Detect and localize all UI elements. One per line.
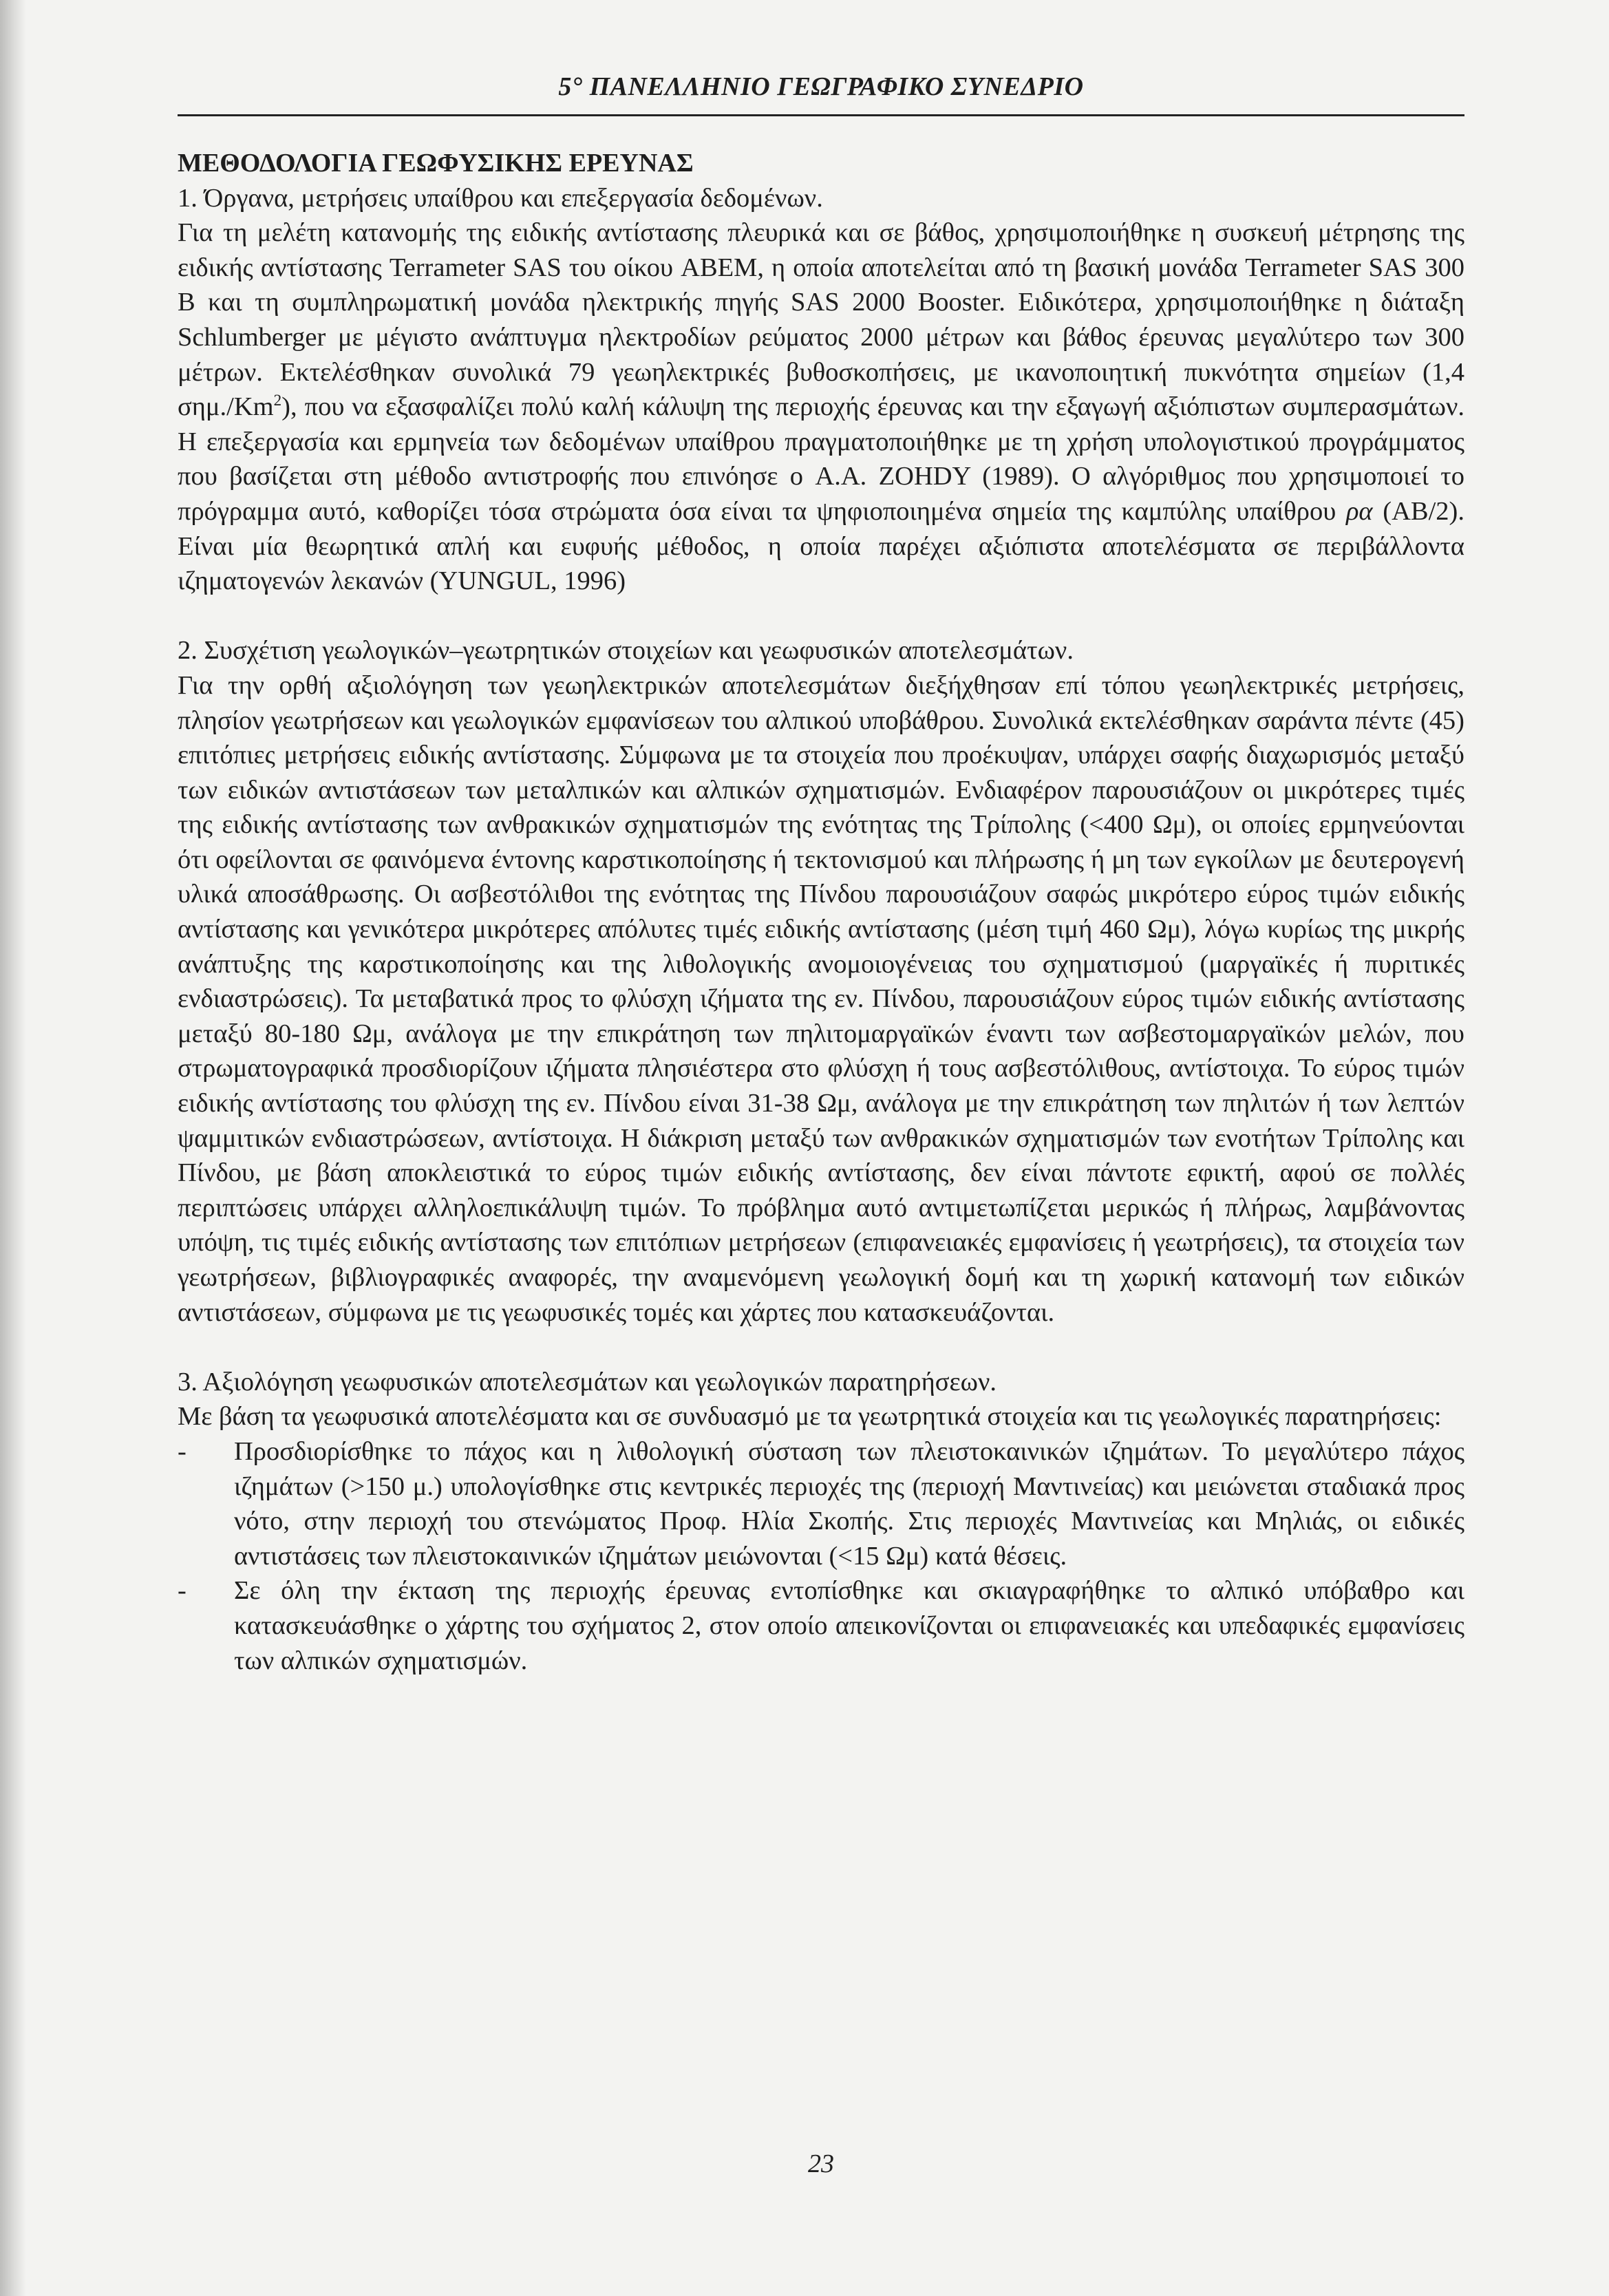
list-item xyxy=(178,1573,1464,1678)
body-text xyxy=(178,146,1464,1678)
bullet-dash: - xyxy=(178,1576,187,1606)
section-title: ΜΕΘΟΔΟΛΟΓΙΑ ΓΕΩΦΥΣΙΚΗΣ ΕΡΕΥΝΑΣ xyxy=(178,149,694,178)
subsection-3-intro: Με βάση τα γεωφυσικά αποτελέσματα και σε συνδυασμό με τα γεωτρητικά στοιχεία και τις γεωλογικές παρατηρήσεις: xyxy=(178,1402,1442,1432)
rho-a-symbol: ρα xyxy=(1345,496,1373,526)
page-number: 23 xyxy=(808,2149,834,2178)
bullet-dash: - xyxy=(178,1436,187,1466)
subsection-3-heading: 3. Αξιολόγηση γεωφυσικών αποτελεσμάτων και γεωλογικών παρατηρήσεων. xyxy=(178,1367,997,1396)
superscript: 2 xyxy=(273,391,282,410)
paragraph-gap xyxy=(178,599,1464,634)
header-rule xyxy=(178,114,1464,116)
findings-list xyxy=(178,1434,1464,1678)
paragraph-gap xyxy=(178,1330,1464,1365)
running-header: 5° ΠΑΝΕΛΛΗΝΙΟ ΓΕΩΓΡΑΦΙΚΟ ΣΥΝΕΔΡΙΟ xyxy=(558,72,1084,101)
subsection-2-paragraph: Για την ορθή αξιολόγηση των γεωηλεκτρικών αποτελεσμάτων διεξήχθησαν επί τόπου γεωηλεκτρικές μετρήσεις, πλησίον γεωτρήσεων και γεωλογικών εμφανίσεων του αλπικού υποβάθρου. Συνολικά εκτελέσθηκαν σαράντα πέντε (45) επιτόπιες μετρήσεις ειδικής αντίστασης. Σύμφωνα με τα στοιχεία που προέκυψαν, υπάρχει σαφής διαχωρισμός μεταξύ των ειδικών αντιστάσεων των μεταλπικών και αλπικών σχηματισμών. Ενδιαφέρον παρουσιάζουν οι μικρότερες τιμές της ειδικής αντίστασης των ανθρακικών σχηματισμών της ενότητας της Τρίπολης (<400 Ωμ), οι οποίες ερμηνεύονται ότι οφείλονται σε φαινόμενα έντονης καρστικοποίησης ή τεκτονισμού και πλήρωσης ή μη των εγκοίλων με δευτερογενή υλικά αποσάθρωσης. Οι ασβεστόλιθοι της ενότητας της Πίνδου παρουσιάζουν σαφώς μικρότερο εύρος τιμών ειδικής αντίστασης και γενικότερα μικρότερες απόλυτες τιμές ειδικής αντίστασης (μέση τιμή 460 Ωμ), λόγω κυρίως της μικρής ανάπτυξης της καρστικοποίησης και της λιθολογικής ανομοιογένειας του σχηματισμού (μαργαϊκές ή πυριτικές ενδιαστρώσεις). Τα μεταβατικά προς το φλύσχη ιζήματα της εν. Πίνδου, παρουσιάζουν εύρος τιμών ειδικής αντίστασης μεταξύ 80-180 Ωμ, ανάλογα με την επικράτηση των πηλιτομαργαϊκών έναντι των ασβεστομαργαϊκών μελών, που στρωματογραφικά προσδιορίζουν ιζήματα πλησιέστερα στο φλύσχη ή τους ασβεστόλιθους, αντίστοιχα. Το εύρος τιμών ειδικής αντίστασης του φλύσχη της εν. Πίνδου είναι 31-38 Ωμ, ανάλογα με την επικράτηση των πηλιτών ή των λεπτών ψαμμιτικών ενδιαστρώσεων, αντίστοιχα. Η διάκριση μεταξύ των ανθρακικών σχηματισμών των ενοτήτων Τρίπολης και Πίνδου, με βάση αποκλειστικά το εύρος τιμών ειδικής αντίστασης, δεν είναι πάντοτε εφικτή, αφού σε πολλές περιπτώσεις υπάρχει αλληλοεπικάλυψη τιμών. Το πρόβλημα αυτό αντιμετωπίζεται μερικώς ή πλήρως, λαμβάνοντας υπόψη, τις τιμές ειδικής αντίστασης των επιτόπιων μετρήσεων (επιφανειακές εμφανίσεις ή γεωτρήσεις), τα στοιχεία των γεωτρήσεων, βιβλιογραφικές αναφορές, την αναμενόμενη γεωλογική δομή και τη χωρική κατανομή των ειδικών αντιστάσεων, σύμφωνα με τις γεωφυσικές τομές και χάρτες που κατασκευάζονται. xyxy=(178,670,1464,1327)
subsection-1-paragraph xyxy=(178,215,1464,599)
paragraph-text: Για τη μελέτη κατανομής της ειδικής αντίστασης πλευρικά και σε βάθος, χρησιμοποιήθηκε η συσκευή μέτρησης της ειδικής αντίστασης Terrameter SAS του οίκου ABEM, η οποία αποτελείται από τη βασική μονάδα Terrameter SAS 300 B και τη συμπληρωματική μονάδα ηλεκτρικής πηγής SAS 2000 Booster. Ειδικότερα, χρησιμοποιήθηκε η διάταξη Schlumberger με μέγιστο ανάπτυγμα ηλεκτροδίων ρεύματος 2000 μέτρων και βάθος έρευνας μεγαλύτερο των 300 μέτρων. Εκτελέσθηκαν συνολικά 79 γεωηλεκτρικές βυθοσκοπήσεις, με ικανοποιητική πυκνότητα σημείων (1,4 σημ./Km xyxy=(178,218,1464,422)
paragraph-text: (AB/2). Είναι μία θεωρητικά απλή και ευφυής μέθοδος, η οποία παρέχει αξιόπιστα αποτελέσματα σε περιβάλλοντα ιζηματογενών λεκανών (YUNGUL, 1996) xyxy=(178,496,1465,596)
subsection-2-heading: 2. Συσχέτιση γεωλογικών–γεωτρητικών στοιχείων και γεωφυσικών αποτελεσμάτων. xyxy=(178,636,1074,666)
list-item-text: Προσδιορίσθηκε το πάχος και η λιθολογική σύσταση των πλειστοκαινικών ιζημάτων. Το μεγαλύτερο πάχος ιζημάτων (>150 μ.) υπολογίσθηκε στις κεντρικές περιοχές της (περιοχή Μαντινείας) και μειώνεται σταδιακά προς νότο, στην περιοχή του στενώματος Προφ. Ηλία Σκοπής. Στις περιοχές Μαντινείας και Μηλιάς, οι ειδικές αντιστάσεις των πλειστοκαινικών ιζημάτων μειώνονται (<15 Ωμ) κατά θέσεις. xyxy=(234,1436,1464,1571)
paragraph-text: ), που να εξασφαλίζει πολύ καλή κάλυψη της περιοχής έρευνας και την εξαγωγή αξιόπιστων συμπερασμάτων. Η επεξεργασία και ερμηνεία των δεδομένων υπαίθρου πραγματοποιήθηκε με τη χρήση υπολογιστικού προγράμματος που βασίζεται στη μέθοδο αντιστροφής που επινόησε ο A.A. ZOHDY (1989). Ο αλγόριθμος που χρησιμοποιεί το πρόγραμμα αυτό, καθορίζει τόσα στρώματα όσα είναι τα ψηφιοποιημένα σημεία της καμπύλης υπαίθρου xyxy=(178,392,1464,526)
subsection-1-heading: 1. Όργανα, μετρήσεις υπαίθρου και επεξεργασία δεδομένων. xyxy=(178,183,823,213)
scan-left-edge-shadow xyxy=(0,0,26,2296)
list-item-text: Σε όλη την έκταση της περιοχής έρευνας εντοπίσθηκε και σκιαγραφήθηκε το αλπικό υπόβαθρο και κατασκευάσθηκε ο χάρτης του σχήματος 2, στον οποίο απεικονίζονται οι επιφανειακές και υπεδαφικές εμφανίσεις των αλπικών σχηματισμών. xyxy=(234,1576,1464,1675)
list-item xyxy=(178,1434,1464,1573)
